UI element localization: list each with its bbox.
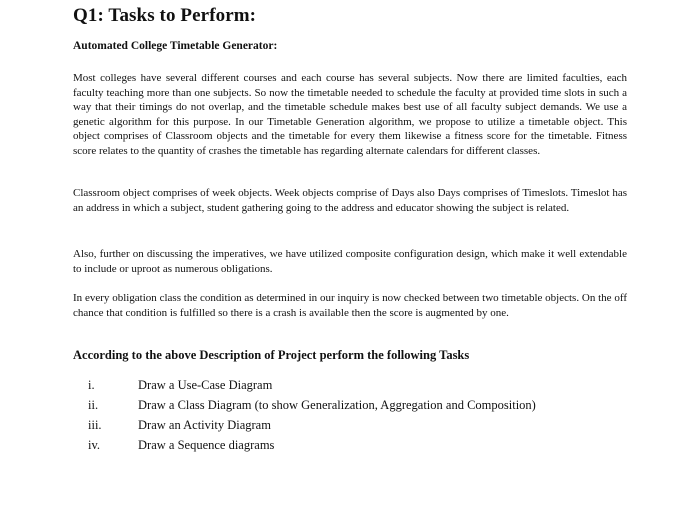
description-paragraph-4: In every obligation class the condition as determined in our inquiry is now checked between two timetable objects. On the off chance that condition is fulfilled so there is a crash is available then the score is augmented by one.: [73, 292, 627, 319]
task-item: [88, 435, 536, 455]
description-paragraph-3: Also, further on discussing the imperatives, we have utilized composite configuration design, which make it well extendable to include or uproot as numerous obligations.: [73, 248, 627, 275]
task-list: [88, 375, 536, 455]
task-text: Draw a Use-Case Diagram: [138, 378, 273, 392]
project-subtitle: Automated College Timetable Generator:: [73, 40, 278, 52]
task-item: [88, 395, 536, 415]
description-paragraph-1: Most colleges have several different courses and each course has several subjects. Now there are limited faculties, each faculty teaching more than one subjects. So now the timetable needed to schedule the faculty at provided time slots in such a way that their timings do not overlap, and the timetable schedule makes best use of all faculty subject demands. We use a genetic algorithm for this purpose. In our Timetable Generation algorithm, we propose to utilize a timetable object. This object comprises of Classroom objects and the timetable for every them likewise a fitness score for the timetable. Fitness score relates to the quantity of crashes the timetable has regarding alternate calendars for different classes.: [73, 72, 627, 157]
tasks-heading: According to the above Description of Project perform the following Tasks: [73, 348, 470, 362]
task-text: Draw a Class Diagram (to show Generalization, Aggregation and Composition): [138, 398, 536, 412]
task-number: iv.: [88, 438, 101, 452]
task-text: Draw a Sequence diagrams: [138, 438, 275, 452]
task-number: iii.: [88, 418, 102, 432]
task-item: [88, 415, 536, 435]
task-text: Draw an Activity Diagram: [138, 418, 271, 432]
task-item: [88, 375, 536, 395]
question-title: Q1: Tasks to Perform:: [73, 5, 257, 26]
description-paragraph-2: Classroom object comprises of week objects. Week objects comprise of Days also Days comprises of Timeslots. Timeslot has an address in which a subject, student gathering going to the address and educator showing the subject is related.: [73, 187, 627, 214]
task-number: i.: [88, 378, 95, 392]
task-number: ii.: [88, 398, 99, 412]
